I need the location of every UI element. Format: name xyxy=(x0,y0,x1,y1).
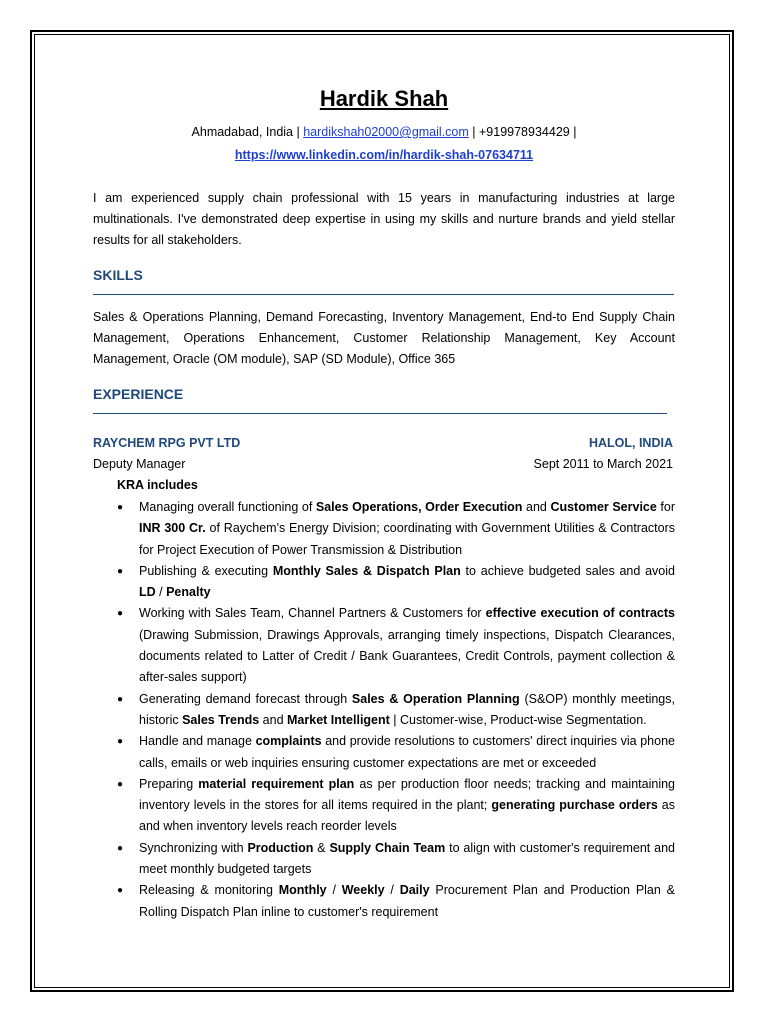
bullet-bold-text: generating purchase orders xyxy=(491,798,658,813)
bullet-text: Working with Sales Team, Channel Partners & Customers for xyxy=(139,606,486,621)
bullet-text: Generating demand forecast through xyxy=(139,691,352,706)
summary-paragraph: I am experienced supply chain professional with 15 years in manufacturing industries at large multinationals. I've demonstrated deep expertise in using my skills and nurture brands and yield stellar results for all stakeholders. xyxy=(93,191,675,247)
bullet-bold-text: Customer Service xyxy=(550,500,657,514)
bullet-bold-text: effective execution of contracts xyxy=(485,606,675,621)
skills-divider xyxy=(93,294,674,295)
kra-bullet-item xyxy=(117,603,675,688)
bullet-text: and xyxy=(259,712,288,727)
bullet-dot-icon: ● xyxy=(117,885,124,897)
bullet-dot-icon: ● xyxy=(117,736,124,748)
bullet-bold-text: complaints xyxy=(255,734,322,749)
job-dates: Sept 2011 to March 2021 xyxy=(533,457,673,471)
bullet-text: (Drawing Submission, Drawings Approvals, arranging timely inspections, Dispatch Clearances, documents related to Latter of Credit / Bank Guarantees, Credit Controls, payment collection & after-sales support) xyxy=(139,627,675,685)
bullet-dot-icon: ● xyxy=(117,842,124,854)
kra-bullet-item xyxy=(117,689,675,732)
kra-label: KRA includes xyxy=(117,478,198,492)
bullet-bold-text: Monthly Sales & Dispatch Plan xyxy=(272,563,461,578)
bullet-text: Publishing & executing xyxy=(139,563,273,578)
linkedin-link[interactable]: https://www.linkedin.com/in/hardik-shah-07634711 xyxy=(234,148,534,162)
bullet-bold-text: Sales & Operation Planning xyxy=(351,691,520,706)
bullet-bold-text: Daily xyxy=(399,883,430,898)
bullet-text: to align with customer's requirement and meet monthly budgeted targets xyxy=(139,840,675,877)
bullet-text: & xyxy=(313,840,330,855)
company-location: HALOL, INDIA xyxy=(588,436,673,450)
bullet-text: (S&OP) monthly meetings, historic xyxy=(139,691,675,727)
bullet-bold-text: Sales Operations, Order Execution xyxy=(315,500,523,514)
bullet-text: Releasing & monitoring xyxy=(139,883,279,898)
bullet-bold-text: Sales Trends xyxy=(182,712,260,727)
bullet-text: Procurement Plan and Production Plan & Rolling Dispatch Plan inline to customer's requirement xyxy=(139,883,675,919)
kra-bullet-item xyxy=(117,838,675,881)
resume-name: Hardik Shah xyxy=(319,86,449,111)
skills-heading: SKILLS xyxy=(93,267,143,283)
bullet-bold-text: material requirement plan xyxy=(198,776,355,791)
kra-bullet-item xyxy=(117,731,675,774)
company-name: RAYCHEM RPG PVT LTD xyxy=(93,436,241,450)
bullet-text: / xyxy=(326,883,342,898)
bullet-text: / xyxy=(384,883,400,898)
kra-bullet-item xyxy=(117,880,675,923)
kra-bullet-item xyxy=(117,561,675,604)
bullet-bold-text: Production xyxy=(247,840,314,855)
contact-phone: +919978934429 xyxy=(479,125,570,139)
email-link[interactable]: hardikshah02000@gmail.com xyxy=(303,125,469,139)
bullet-text: Handle and manage xyxy=(139,734,256,749)
bullet-text: as per production floor needs; tracking and maintaining inventory levels in the stores for all items required in the plant; xyxy=(139,776,675,813)
bullet-bold-text: LD xyxy=(139,585,156,600)
bullet-text: of Raychem's Energy Division; coordinating with Government Utilities & Contractors for Project Execution of Power Transmission & Distribution xyxy=(139,521,675,557)
bullet-text: / xyxy=(155,585,167,600)
bullet-text: to achieve budgeted sales and avoid xyxy=(460,563,675,578)
bullet-text: and provide resolutions to customers' direct inquiries via phone calls, emails or web inquiries ensuring customer expectations are met or exceeded xyxy=(139,734,675,770)
bullet-text: for xyxy=(656,500,675,514)
experience-heading: EXPERIENCE xyxy=(93,386,184,402)
bullet-bold-text: Supply Chain Team xyxy=(329,840,446,855)
bullet-dot-icon: ● xyxy=(117,778,124,790)
bullet-dot-icon: ● xyxy=(117,608,124,620)
contact-line: Ahmadabad, India | hardikshah02000@gmail.com | +919978934429 | xyxy=(191,125,577,139)
experience-divider xyxy=(93,413,667,414)
kra-bullet-item xyxy=(117,774,675,838)
bullet-dot-icon: ● xyxy=(117,693,124,705)
skills-text: Sales & Operations Planning, Demand Forecasting, Inventory Management, End-to End Supply Chain Management, Operations Enhancement, Customer Relationship Management, Key Account Management, Oracle (OM module), SAP (SD Module), Office 365 xyxy=(93,310,675,366)
bullet-text: and xyxy=(522,500,551,514)
bullet-bold-text: Weekly xyxy=(341,883,385,898)
contact-location: Ahmadabad, India xyxy=(191,125,293,139)
bullet-text: Managing overall functioning of xyxy=(139,500,316,514)
bullet-dot-icon: ● xyxy=(117,565,124,577)
bullet-bold-text: Monthly xyxy=(278,883,327,898)
bullet-bold-text: INR 300 Cr. xyxy=(139,521,206,536)
kra-bullet-item xyxy=(117,497,675,561)
bullet-text: | Customer-wise, Product-wise Segmentation. xyxy=(389,712,647,727)
bullet-text: as and when inventory levels reach reorder levels xyxy=(139,798,675,834)
bullet-dot-icon: ● xyxy=(117,502,124,513)
bullet-bold-text: Penalty xyxy=(166,585,211,600)
job-title: Deputy Manager xyxy=(93,457,186,471)
kra-bullet-list xyxy=(117,497,675,923)
bullet-bold-text: Market Intelligent xyxy=(287,712,390,727)
bullet-text: Preparing xyxy=(139,776,199,791)
bullet-text: Synchronizing with xyxy=(139,840,248,855)
